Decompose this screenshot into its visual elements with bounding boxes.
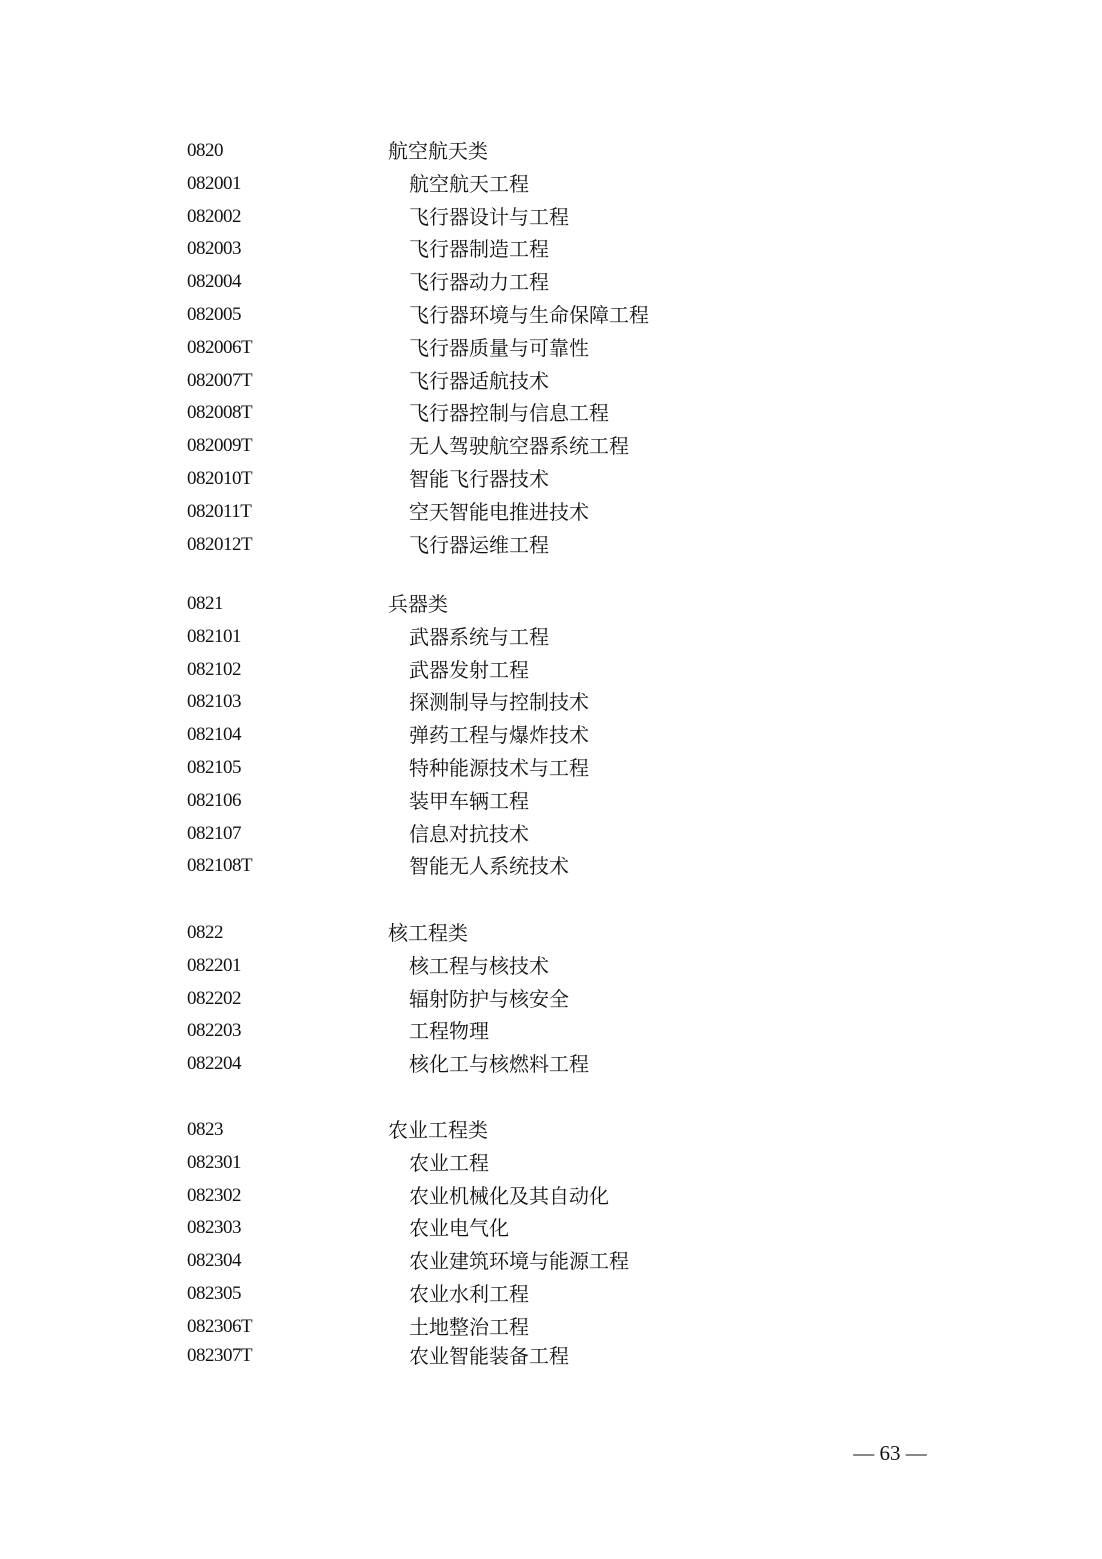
page-number: — 63 — [853,1441,927,1465]
major-code: 082301 [187,1152,241,1173]
major-code: 082307T [187,1345,253,1366]
major-name: 农业工程 [409,1151,489,1175]
major-name: 飞行器设计与工程 [409,205,569,229]
major-name: 核化工与核燃料工程 [409,1052,589,1076]
major-row [0,464,1102,494]
major-name: 飞行器质量与可靠性 [409,336,589,360]
major-code: 082304 [187,1250,241,1271]
major-code: 082306T [187,1316,253,1337]
major-row [0,202,1102,232]
category-code: 0821 [187,593,223,614]
major-name: 农业电气化 [409,1216,509,1240]
major-row [0,169,1102,199]
major-code: 082302 [187,1185,241,1206]
major-code: 082101 [187,626,241,647]
major-row [0,398,1102,428]
major-row [0,1016,1102,1046]
major-code: 082106 [187,790,241,811]
major-name: 辐射防护与核安全 [409,987,569,1011]
major-name: 智能无人系统技术 [409,854,569,878]
major-row [0,851,1102,881]
major-row [0,1246,1102,1276]
major-name: 探测制导与控制技术 [409,690,589,714]
category-row [0,136,1102,166]
major-name: 智能飞行器技术 [409,467,549,491]
major-row [0,622,1102,652]
major-row [0,1279,1102,1309]
category-name: 兵器类 [388,592,448,616]
category-row [0,589,1102,619]
major-name: 核工程与核技术 [409,954,549,978]
major-code: 082303 [187,1217,241,1238]
category-code: 0822 [187,922,223,943]
major-code: 082004 [187,271,241,292]
major-name: 农业水利工程 [409,1282,529,1306]
major-name: 特种能源技术与工程 [409,756,589,780]
major-row [0,687,1102,717]
major-code: 082002 [187,206,241,227]
major-name: 农业智能装备工程 [409,1344,569,1368]
major-code: 082009T [187,435,253,456]
major-row [0,234,1102,264]
major-row [0,267,1102,297]
major-code: 082107 [187,823,241,844]
major-code: 082203 [187,1020,241,1041]
major-row [0,366,1102,396]
major-code: 082011T [187,501,252,522]
major-name: 飞行器制造工程 [409,237,549,261]
major-name: 飞行器控制与信息工程 [409,401,609,425]
major-name: 飞行器环境与生命保障工程 [409,303,649,327]
major-name: 无人驾驶航空器系统工程 [409,434,629,458]
category-name: 核工程类 [388,921,468,945]
major-row [0,984,1102,1014]
major-name: 飞行器动力工程 [409,270,549,294]
major-name: 工程物理 [409,1019,489,1043]
major-row [0,497,1102,527]
major-row [0,1181,1102,1211]
major-name: 土地整治工程 [409,1315,529,1339]
major-code: 082108T [187,855,253,876]
major-row [0,720,1102,750]
major-code: 082201 [187,955,241,976]
major-code: 082105 [187,757,241,778]
major-row [0,786,1102,816]
major-row [0,819,1102,849]
major-name: 飞行器适航技术 [409,369,549,393]
major-row [0,530,1102,560]
major-code: 082008T [187,402,253,423]
major-code: 082012T [187,534,253,555]
major-code: 082005 [187,304,241,325]
major-name: 武器发射工程 [409,658,529,682]
major-name: 武器系统与工程 [409,625,549,649]
major-row [0,1312,1102,1342]
major-code: 082204 [187,1053,241,1074]
major-name: 弹药工程与爆炸技术 [409,723,589,747]
major-row [0,1049,1102,1079]
major-code: 082102 [187,659,241,680]
major-code: 082305 [187,1283,241,1304]
major-code: 082010T [187,468,253,489]
category-code: 0820 [187,140,223,161]
category-name: 航空航天类 [388,139,488,163]
major-name: 农业机械化及其自动化 [409,1184,609,1208]
major-name: 农业建筑环境与能源工程 [409,1249,629,1273]
category-name: 农业工程类 [388,1118,488,1142]
major-code: 082003 [187,238,241,259]
major-code: 082007T [187,370,253,391]
major-row [0,300,1102,330]
major-name: 空天智能电推进技术 [409,500,589,524]
major-row [0,1148,1102,1178]
major-name: 信息对抗技术 [409,822,529,846]
category-row [0,1115,1102,1145]
major-code: 082202 [187,988,241,1009]
category-row [0,918,1102,948]
major-row [0,753,1102,783]
major-code: 082104 [187,724,241,745]
major-code: 082001 [187,173,241,194]
major-row [0,1341,1102,1371]
major-row [0,655,1102,685]
major-row [0,1213,1102,1243]
major-row [0,951,1102,981]
major-name: 航空航天工程 [409,172,529,196]
major-code: 082103 [187,691,241,712]
major-row [0,333,1102,363]
major-row [0,431,1102,461]
category-code: 0823 [187,1119,223,1140]
major-name: 飞行器运维工程 [409,533,549,557]
major-code: 082006T [187,337,253,358]
major-name: 装甲车辆工程 [409,789,529,813]
